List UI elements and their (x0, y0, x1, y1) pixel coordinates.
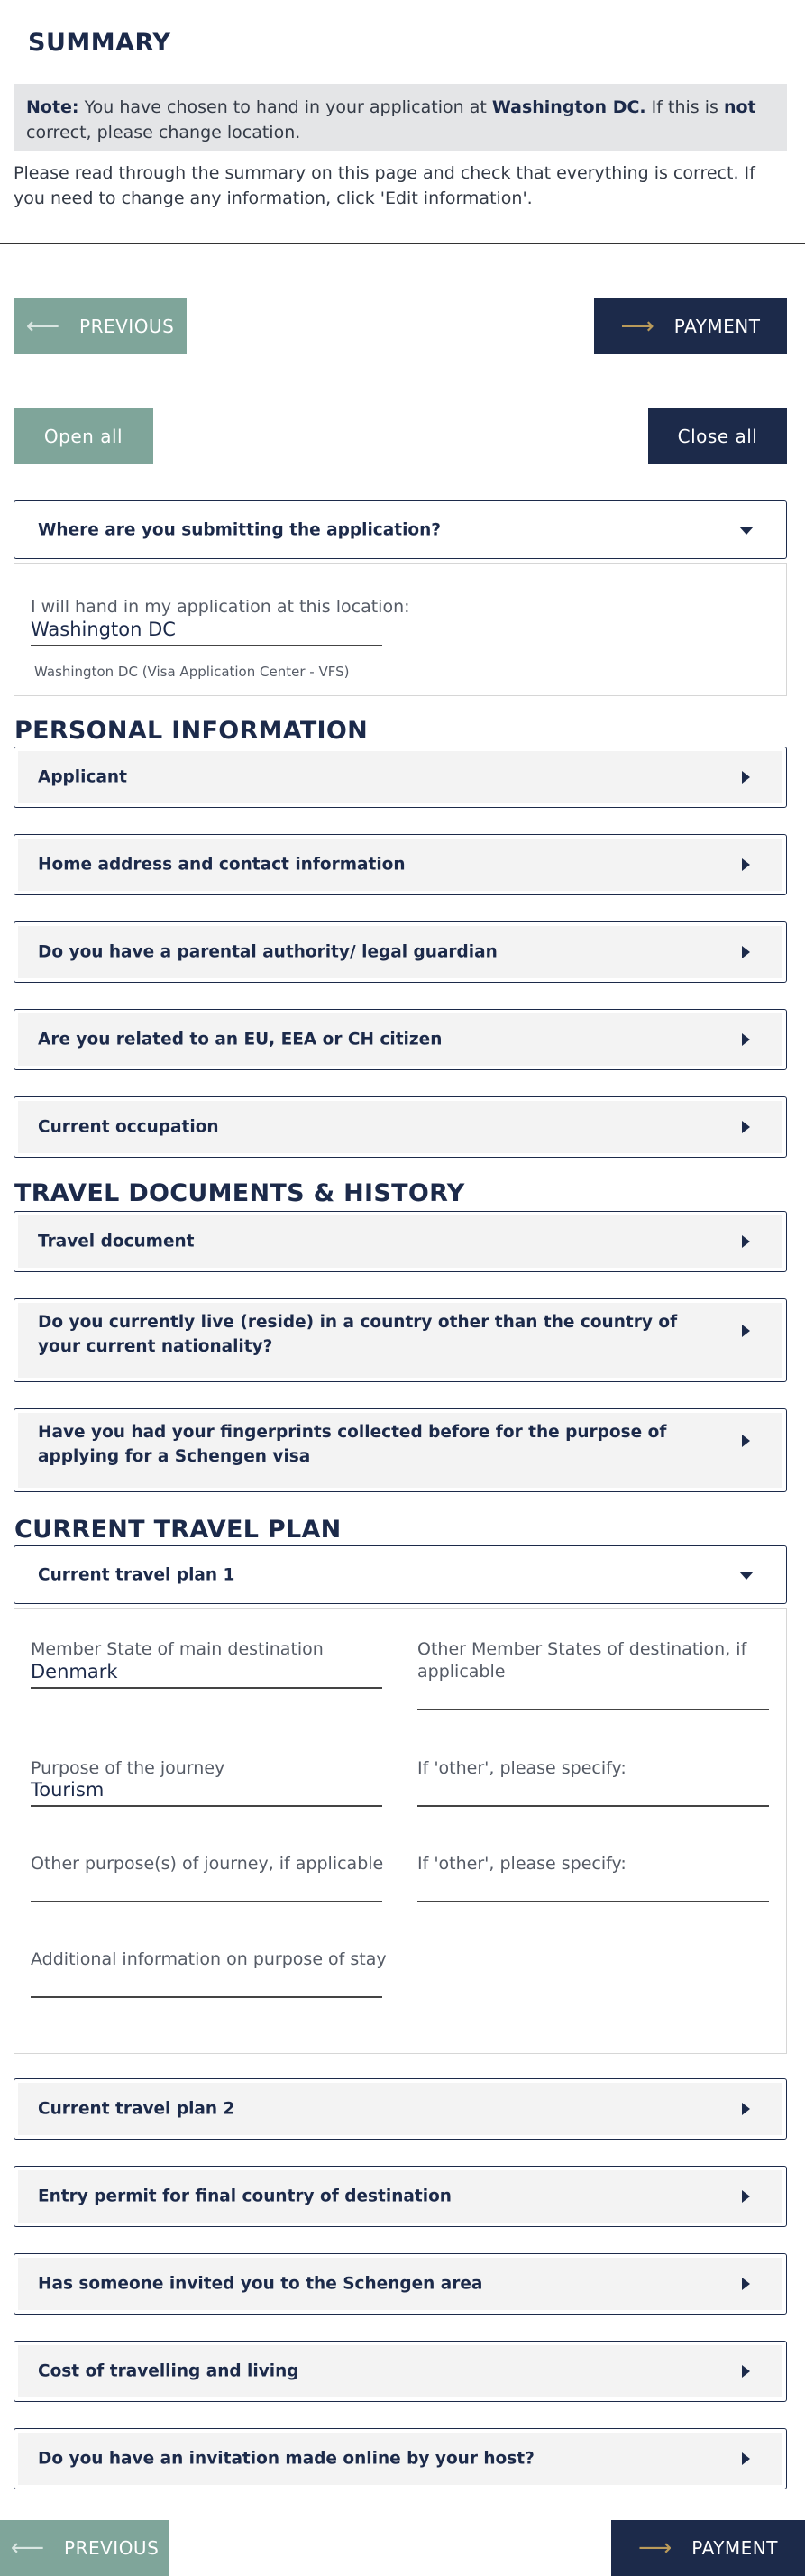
page-title: SUMMARY (28, 29, 171, 57)
previous-button-bottom[interactable]: ⟵ PREVIOUS (0, 2520, 169, 2576)
note-text-1: You have chosen to hand in your application at (78, 97, 492, 117)
open-all-button[interactable]: Open all (14, 408, 153, 464)
caret-right-icon (742, 1121, 750, 1133)
accordion-eu-relation[interactable]: Are you related to an EU, EEA or CH citizen (14, 1009, 787, 1070)
purpose-label: Purpose of the journey (31, 1758, 225, 1778)
note-text-2: If this is (645, 97, 724, 117)
caret-right-icon (742, 1235, 750, 1248)
accordion-online-invitation[interactable]: Do you have an invitation made online by your host? (14, 2428, 787, 2489)
caret-right-icon (742, 1325, 750, 1337)
arrow-right-icon: ⟶ (638, 2535, 672, 2562)
divider (0, 243, 805, 244)
purpose-value: Tourism (31, 1779, 105, 1801)
caret-down-icon (739, 1572, 754, 1580)
accordion-travel-plan-2[interactable]: Current travel plan 2 (14, 2078, 787, 2140)
submission-label: I will hand in my application at this location: (31, 597, 410, 617)
payment-label: PAYMENT (673, 316, 761, 337)
caret-right-icon (742, 1033, 750, 1046)
purpose-other-label: If 'other', please specify: (417, 1758, 627, 1778)
caret-right-icon (742, 946, 750, 958)
caret-right-icon (742, 2103, 750, 2115)
accordion-residence[interactable]: Do you currently live (reside) in a country other than the country of your current nationality? (14, 1298, 787, 1382)
submission-value: Washington DC (31, 619, 176, 640)
additional-info-label: Additional information on purpose of stay (31, 1949, 387, 1969)
submission-panel (14, 563, 787, 696)
caret-right-icon (742, 2190, 750, 2203)
other-states-label: Other Member States of destination, if applicable (417, 1639, 747, 1682)
submission-detail: Washington DC (Visa Application Center - VFS) (34, 664, 350, 680)
section-current-travel-plan: CURRENT TRAVEL PLAN (14, 1516, 342, 1544)
caret-right-icon (742, 771, 750, 784)
close-all-button[interactable]: Close all (648, 408, 787, 464)
accordion-fingerprints[interactable]: Have you had your fingerprints collected before for the purpose of applying for a Schengen visa (14, 1408, 787, 1492)
accordion-applicant[interactable]: Applicant (14, 747, 787, 808)
caret-down-icon (739, 527, 754, 535)
accordion-title: Where are you submitting the application? (38, 520, 442, 539)
payment-button-bottom[interactable]: ⟶ PAYMENT (611, 2520, 805, 2576)
caret-right-icon (742, 2365, 750, 2378)
accordion-invitation[interactable]: Has someone invited you to the Schengen area (14, 2253, 787, 2315)
accordion-submission-location[interactable] (14, 500, 787, 559)
accordion-travel-plan-1[interactable]: Current travel plan 1 (14, 1545, 787, 1604)
intro-text: Please read through the summary on this page and check that everything is correct. If you need to change any information, click 'Edit information'. (14, 163, 755, 208)
main-destination-label: Member State of main destination (31, 1639, 324, 1659)
payment-button-top[interactable] (594, 298, 787, 354)
accordion-parental-authority[interactable]: Do you have a parental authority/ legal guardian (14, 921, 787, 983)
note-text-3: correct, please change location. (26, 123, 301, 142)
caret-right-icon (742, 1435, 750, 1447)
arrow-left-icon: ⟵ (25, 313, 60, 340)
previous-label: PREVIOUS (79, 316, 175, 337)
other-purposes-specify-label: If 'other', please specify: (417, 1854, 627, 1874)
travel-plan-1-panel (14, 1608, 787, 2054)
caret-right-icon (742, 858, 750, 871)
main-destination-value: Denmark (31, 1661, 118, 1682)
arrow-left-icon: ⟵ (10, 2535, 45, 2562)
section-travel-documents: TRAVEL DOCUMENTS & HISTORY (14, 1179, 465, 1207)
accordion-current-occupation[interactable]: Current occupation (14, 1096, 787, 1158)
accordion-travel-document[interactable]: Travel document (14, 1211, 787, 1272)
caret-right-icon (742, 2452, 750, 2465)
location-note (14, 84, 787, 151)
section-personal-information: PERSONAL INFORMATION (14, 717, 369, 745)
note-lead: Note: (26, 97, 79, 117)
other-purposes-label: Other purpose(s) of journey, if applicable (31, 1854, 384, 1874)
note-not: not (723, 97, 756, 117)
note-location: Washington DC. (491, 97, 646, 117)
caret-right-icon (742, 2278, 750, 2290)
accordion-cost-of-travel[interactable]: Cost of travelling and living (14, 2341, 787, 2402)
arrow-right-icon: ⟶ (620, 313, 654, 340)
previous-button-top[interactable] (14, 298, 187, 354)
accordion-entry-permit[interactable]: Entry permit for final country of destination (14, 2166, 787, 2227)
accordion-home-address[interactable]: Home address and contact information (14, 834, 787, 895)
